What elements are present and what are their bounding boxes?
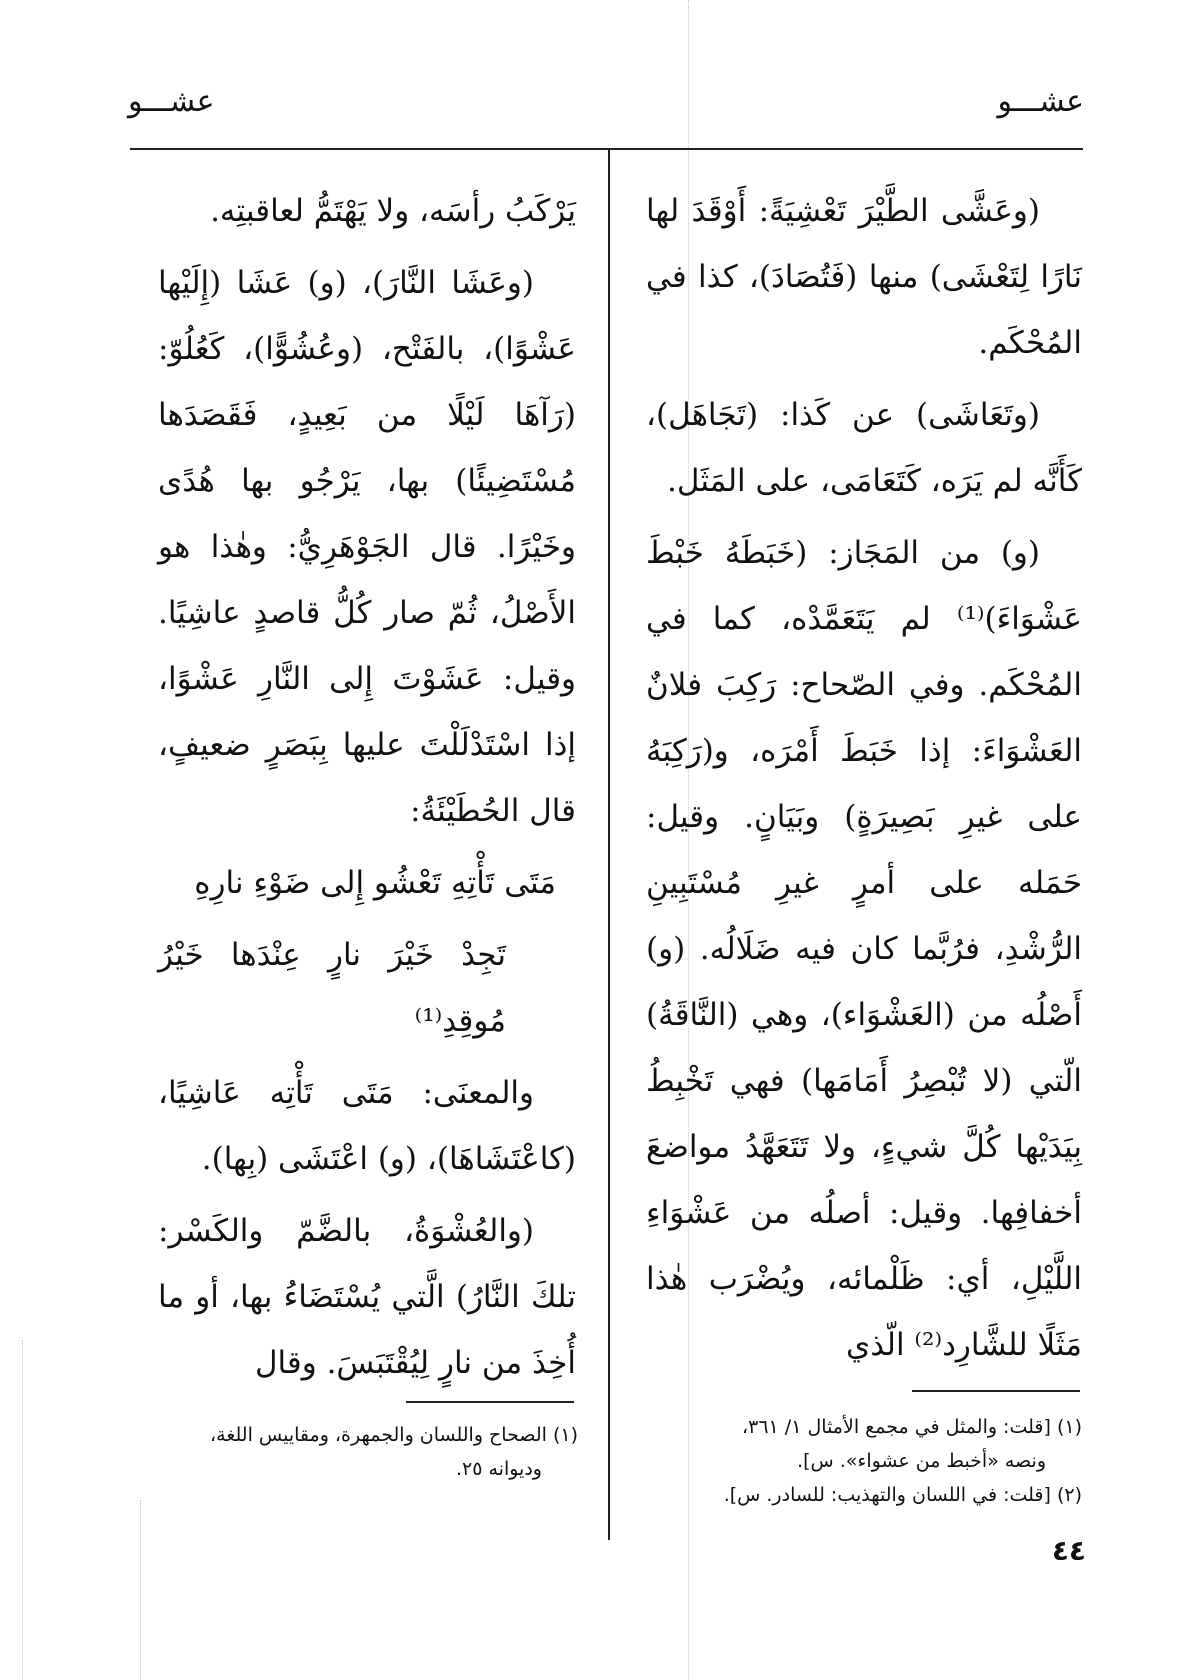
header-entry-word-left: عشـــو bbox=[128, 84, 215, 119]
footnote-rule bbox=[406, 1401, 574, 1403]
header-entry-word-right: عشـــو bbox=[997, 84, 1084, 119]
left-column bbox=[158, 178, 576, 1402]
paragraph: (و) من المَجَاز: (خَبَطَهُ خَبْطَ عَشْوَاءَ)⁽¹⁾ لم يَتَعَمَّدْه، كما في المُحْكَم. وفي الصّحاح: رَكِبَ فلانٌ العَشْوَاءَ: إذا خَبَطَ أَمْرَه، و(رَكِبَهُ على غيرِ بَصِيرَةٍ) وبَيَانٍ. وقيل: حَمَله على أمرٍ غيرِ مُسْتَبِينِ الرُّشْدِ، فرُبَّما كان فيه ضَلَالُه. (و) أَصْلُه من (العَشْوَاء)، وهي (النَّاقَةُ) الّتي (لا تُبْصِرُ أَمَامَها) فهي تَخْبِطُ بِيَدَيْها كُلَّ شيءٍ، ولا تَتَعَهَّدُ مواضعَ أخفافِها. وقيل: أصلُه من عَشْوَاءِ اللَّيْلِ، أي: ظَلْمائه، ويُضْرَب هٰذا مَثَلًا للشَّارِد⁽²⁾ الّذي bbox=[646, 535, 1082, 1363]
page-number: ٤٤ bbox=[1051, 1534, 1086, 1567]
column-divider bbox=[608, 150, 610, 1540]
paragraph: (وعَشَّى الطَّيْرَ تَعْشِيَةً: أَوْقَدَ لها نَارًا لِتَعْشَى) منها (فَتُصَادَ)، كذا في المُحْكَم. bbox=[646, 193, 1082, 361]
paragraph: (وعَشَا النَّارَ)، (و) عَشَا (إِلَيْها عَشْوًا)، بالفَتْح، (وعُشُوًّا)، كَعُلُوّ: (رَآهَا لَيْلًا من بَعِيدٍ، فَقَصَدَها مُسْتَضِيئًا) بها، يَرْجُو بها هُدًى وخَيْرًا. قال الجَوْهَرِيُّ: وهٰذا هو الأَصْلُ، ثُمّ صار كُلُّ قاصدٍ عاشِيًا. وقيل: عَشَوْتَ إِلى النَّارِ عَشْوًا، إذا اسْتَدْلَلْتَ عليها بِبَصَرٍ ضعيفٍ، قال الحُطَيْئَةُ: bbox=[158, 265, 576, 829]
paragraph: (وتَعَاشَى) عن كَذا: (تَجَاهَل)، كَأَنَّه لم يَرَه، كَتَعَامَى، على المَثَل. bbox=[646, 397, 1082, 499]
right-column bbox=[646, 178, 1082, 1384]
footnote-line: وديوانه ٢٥. bbox=[455, 1458, 542, 1480]
poetry-verse-line: مَتَى تَأْتِهِ تَعْشُو إِلى ضَوْءِ نارِهِ bbox=[194, 865, 556, 901]
footnote-line: ونصه «أخبط من عشواء». س]. bbox=[797, 1450, 1046, 1472]
footnote-line: (١) [قلت: والمثل في مجمع الأمثال ١/ ٣٦١، bbox=[742, 1416, 1082, 1438]
footnote-rule bbox=[912, 1390, 1080, 1392]
paragraph: والمعنَى: مَتَى تَأْتِه عَاشِيًا، (كاعْتَشَاهَا)، (و) اعْتَشَى (بِها). bbox=[158, 1075, 576, 1177]
footnotes-right bbox=[646, 1410, 1082, 1512]
footnote-line: (٢) [قلت: في اللسان والتهذيب: للسادر. س]. bbox=[723, 1484, 1082, 1506]
scan-guide-line bbox=[140, 1500, 141, 1680]
poetry-verse-line: تَجِدْ خَيْرَ نارٍ عِنْدَها خَيْرُ مُوقِدِ⁽¹⁾ bbox=[158, 937, 506, 1039]
paragraph: (والعُشْوَةُ، بالضَّمّ والكَسْر: تلكَ النَّارُ) الَّتي يُسْتَضَاءُ بها، أو ما أُخِذَ من نارٍ لِيُقْتَبَسَ. وقال bbox=[158, 1213, 576, 1381]
header-rule bbox=[130, 148, 1083, 150]
paragraph: يَرْكَبُ رأسَه، ولا يَهْتَمُّ لعاقبتِه. bbox=[210, 193, 576, 229]
footnotes-left bbox=[158, 1418, 578, 1486]
scan-guide-line bbox=[22, 1340, 23, 1680]
footnote-line: (١) الصحاح واللسان والجمهرة، ومقاييس اللغة، bbox=[210, 1424, 578, 1446]
